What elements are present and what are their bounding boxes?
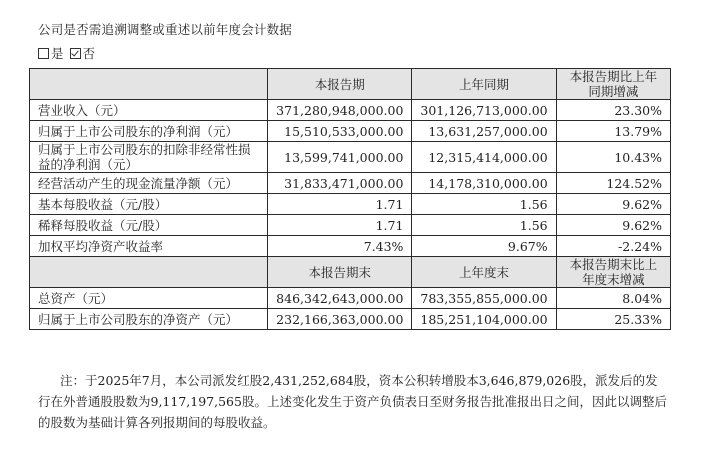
header-cell-current: 本报告期末	[268, 257, 412, 288]
row-label: 归属于上市公司股东的扣除非经常性损益的净利润（元）	[30, 142, 268, 173]
option-yes-label: 是	[51, 46, 64, 61]
row-label: 基本每股收益（元/股）	[30, 194, 268, 215]
change-value: 124.52%	[556, 173, 670, 194]
current-value: 31,833,471,000.00	[268, 173, 412, 194]
header-cell-item	[30, 257, 268, 288]
row-label: 经营活动产生的现金流量净额（元）	[30, 173, 268, 194]
row-label: 总资产（元）	[30, 288, 268, 309]
header-cell-change: 本报告期末比上年度末增减	[556, 257, 670, 288]
row-label: 营业收入（元）	[30, 100, 268, 121]
current-value: 371,280,948,000.00	[268, 100, 412, 121]
change-value: 8.04%	[556, 288, 670, 309]
table-row	[30, 100, 671, 121]
change-value: 9.62%	[556, 194, 670, 215]
table-row	[30, 288, 671, 309]
prior-value: 1.56	[412, 215, 556, 236]
prior-value: 301,126,713,000.00	[412, 100, 556, 121]
restatement-options	[38, 44, 101, 62]
header-cell-item	[30, 69, 268, 100]
table-row	[30, 121, 671, 142]
table-header-row	[30, 69, 671, 100]
current-value: 13,599,741,000.00	[268, 142, 412, 173]
header-cell-prior: 上年同期	[412, 69, 556, 100]
prior-value: 1.56	[412, 194, 556, 215]
table-row	[30, 173, 671, 194]
option-yes[interactable]	[38, 44, 64, 62]
prior-value: 9.67%	[412, 236, 556, 257]
table-row	[30, 309, 671, 330]
table-header-row	[30, 257, 671, 288]
financial-data-table	[29, 68, 671, 330]
current-value: 232,166,363,000.00	[268, 309, 412, 330]
header-cell-current: 本报告期	[268, 69, 412, 100]
current-value: 1.71	[268, 194, 412, 215]
change-value: 23.30%	[556, 100, 670, 121]
prior-value: 14,178,310,000.00	[412, 173, 556, 194]
table-row	[30, 236, 671, 257]
change-value: 9.62%	[556, 215, 670, 236]
change-value: 25.33%	[556, 309, 670, 330]
row-label: 归属于上市公司股东的净资产（元）	[30, 309, 268, 330]
prior-value: 13,631,257,000.00	[412, 121, 556, 142]
current-value: 15,510,533,000.00	[268, 121, 412, 142]
footnote: 注：于2025年7月，本公司派发红股2,431,252,684股，资本公积转增股本3,646,879,026股，派发后的发行在外普通股股数为9,117,197,565股。上述变化发生于资产负债表日至财务报告批准报出日之间，因此以调整后的股数为基础计算各列报期间的每股收益。	[38, 373, 667, 430]
prior-value: 783,355,855,000.00	[412, 288, 556, 309]
unchecked-box-icon[interactable]	[38, 48, 49, 59]
header-cell-change: 本报告期比上年同期增减	[556, 69, 670, 100]
option-no-label: 否	[82, 46, 96, 61]
option-no[interactable]	[70, 44, 96, 62]
checked-box-icon[interactable]	[70, 48, 81, 59]
change-value: 10.43%	[556, 142, 670, 173]
row-label: 归属于上市公司股东的净利润（元）	[30, 121, 268, 142]
header-cell-prior: 上年度末	[412, 257, 556, 288]
row-label: 稀释每股收益（元/股）	[30, 215, 268, 236]
section-heading: 公司是否需追溯调整或重述以前年度会计数据	[38, 22, 293, 37]
table-row	[30, 142, 671, 173]
current-value: 846,342,643,000.00	[268, 288, 412, 309]
change-value: 13.79%	[556, 121, 670, 142]
current-value: 7.43%	[268, 236, 412, 257]
change-value: -2.24%	[556, 236, 670, 257]
table-row	[30, 194, 671, 215]
prior-value: 185,251,104,000.00	[412, 309, 556, 330]
table-row	[30, 215, 671, 236]
current-value: 1.71	[268, 215, 412, 236]
row-label: 加权平均净资产收益率	[30, 236, 268, 257]
prior-value: 12,315,414,000.00	[412, 142, 556, 173]
